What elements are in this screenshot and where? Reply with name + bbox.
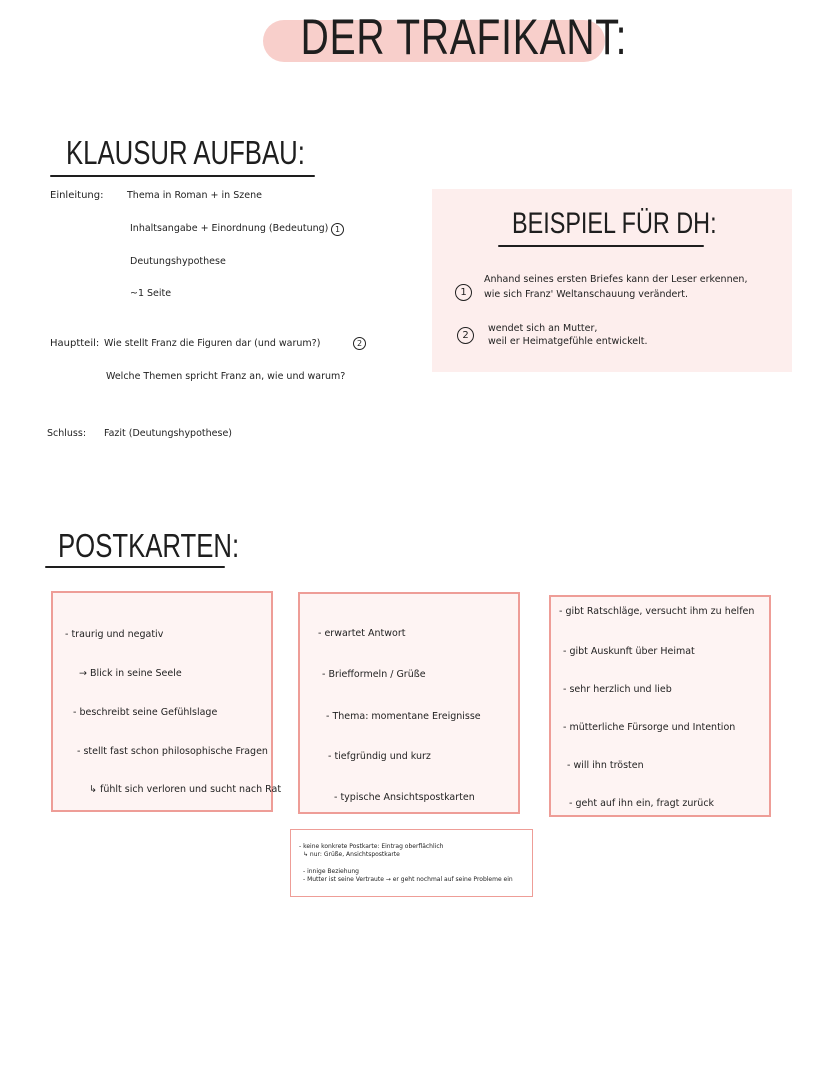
- list-item: - typische Ansichtspostkarten: [334, 792, 475, 803]
- postcard-2: [298, 592, 520, 814]
- marker-1-icon: 1: [331, 223, 344, 236]
- marker-2-icon: 2: [457, 327, 474, 344]
- einleitung-item: ~1 Seite: [130, 288, 172, 299]
- postkarten-heading: POSTKARTEN:: [58, 527, 240, 564]
- postcard-3: [549, 595, 771, 817]
- einleitung-label: Einleitung:: [50, 190, 104, 201]
- list-item: - beschreibt seine Gefühlslage: [73, 707, 218, 718]
- list-item: - mütterliche Fürsorge und Intention: [563, 722, 736, 733]
- list-item: - Thema: momentane Ereignisse: [326, 711, 481, 722]
- klausur-heading: KLAUSUR AUFBAU:: [66, 134, 305, 171]
- einleitung-item: Thema in Roman + in Szene: [127, 190, 262, 201]
- list-item: - gibt Ratschläge, versucht ihm zu helfen: [559, 606, 755, 617]
- beispiel-line: wie sich Franz' Weltanschauung verändert.: [484, 289, 689, 300]
- beispiel-line: Anhand seines ersten Briefes kann der Leser erkennen,: [484, 274, 748, 285]
- page-title: DER TRAFIKANT:: [300, 9, 628, 65]
- list-item: - keine konkrete Postkarte: Eintrag oberflächlich: [299, 843, 444, 850]
- hauptteil-item: Wie stellt Franz die Figuren dar (und warum?): [104, 338, 321, 349]
- list-item: - sehr herzlich und lieb: [563, 684, 672, 695]
- marker-2-icon: 2: [353, 337, 366, 350]
- beispiel-box: [432, 189, 792, 372]
- schluss-label: Schluss:: [47, 428, 87, 439]
- postcard-4: [290, 829, 533, 897]
- list-item: - innige Beziehung: [303, 868, 359, 875]
- marker-1-icon: 1: [455, 284, 472, 301]
- einleitung-item: Deutungshypothese: [130, 256, 226, 267]
- einleitung-item: Inhaltsangabe + Einordnung (Bedeutung): [130, 223, 329, 234]
- postcard-1: [51, 591, 282, 812]
- list-item: - tiefgründig und kurz: [328, 751, 431, 762]
- schluss-text: Fazit (Deutungshypothese): [104, 428, 232, 439]
- list-item: - geht auf ihn ein, fragt zurück: [569, 798, 715, 809]
- hauptteil-item: Welche Themen spricht Franz an, wie und warum?: [106, 371, 346, 382]
- list-item: - gibt Auskunft über Heimat: [563, 646, 695, 657]
- list-item: ↳ nur: Grüße, Ansichtspostkarte: [303, 851, 400, 858]
- list-item: - erwartet Antwort: [318, 628, 406, 639]
- postkarten-underline: [45, 566, 225, 568]
- beispiel-heading: BEISPIEL FÜR DH:: [512, 207, 717, 240]
- beispiel-underline: [498, 245, 704, 247]
- list-item: - will ihn trösten: [567, 760, 644, 771]
- list-item: - traurig und negativ: [65, 629, 164, 640]
- list-item: → Blick in seine Seele: [79, 668, 182, 679]
- klausur-underline: [50, 175, 315, 177]
- list-item: ↳ fühlt sich verloren und sucht nach Rat: [89, 784, 282, 795]
- list-item: - stellt fast schon philosophische Fragen: [77, 746, 268, 757]
- beispiel-line: weil er Heimatgefühle entwickelt.: [488, 336, 648, 347]
- hauptteil-label: Hauptteil:: [50, 338, 100, 349]
- list-item: - Briefformeln / Grüße: [322, 669, 426, 680]
- list-item: - Mutter ist seine Vertraute → er geht nochmal auf seine Probleme ein: [303, 876, 513, 883]
- beispiel-line: wendet sich an Mutter,: [488, 323, 598, 334]
